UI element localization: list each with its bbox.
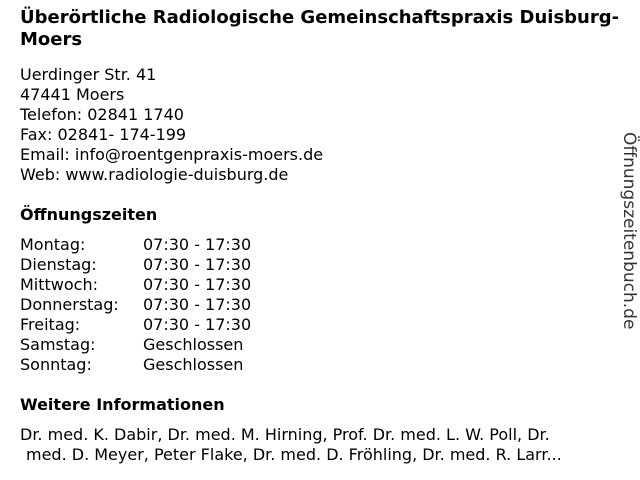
site-watermark: Öffnungszeitenbuch.de: [619, 132, 639, 330]
hours-day: Samstag:: [20, 335, 96, 354]
web-label: Web:: [20, 165, 61, 184]
hours-time: 07:30 - 17:30: [143, 295, 252, 314]
opening-hours-table: [20, 235, 251, 375]
hours-row: [20, 255, 251, 275]
email-label: Email:: [20, 145, 70, 164]
web-line: [20, 165, 323, 185]
phone-label: Telefon:: [20, 105, 83, 124]
hours-row: [20, 295, 251, 315]
hours-day: Sonntag:: [20, 355, 92, 374]
hours-time: 07:30 - 17:30: [143, 235, 252, 254]
hours-time: 07:30 - 17:30: [143, 275, 252, 294]
hours-day: Dienstag:: [20, 255, 97, 274]
hours-time: 07:30 - 17:30: [143, 315, 252, 334]
info-text: [20, 425, 620, 465]
practice-title: Überörtliche Radiologische Gemeinschaftspraxis Duisburg-Moers: [20, 7, 620, 50]
hours-row: [20, 335, 251, 355]
hours-day: Montag:: [20, 235, 86, 254]
info-heading: Weitere Informationen: [20, 395, 225, 414]
hours-day: Donnerstag:: [20, 295, 119, 314]
hours-day: Mittwoch:: [20, 275, 98, 294]
hours-time: Geschlossen: [143, 355, 244, 374]
address-city: 47441 Moers: [20, 85, 125, 104]
hours-heading: Öffnungszeiten: [20, 205, 158, 224]
fax-line: [20, 125, 323, 145]
hours-row: [20, 235, 251, 255]
hours-row: [20, 355, 251, 375]
fax-label: Fax:: [20, 125, 53, 144]
email-line: [20, 145, 323, 165]
contact-block: [20, 65, 323, 185]
web-link[interactable]: www.radiologie-duisburg.de: [65, 165, 289, 184]
email-link[interactable]: info@roentgenpraxis-moers.de: [74, 145, 324, 164]
hours-day: Freitag:: [20, 315, 81, 334]
fax-number: 02841- 174-199: [57, 125, 187, 144]
info-line-2: med. D. Meyer, Peter Flake, Dr. med. D. Fröhling, Dr. med. R. Larr...: [26, 445, 562, 464]
info-line-1: Dr. med. K. Dabir, Dr. med. M. Hirning, Prof. Dr. med. L. W. Poll, Dr.: [20, 425, 550, 444]
hours-row: [20, 275, 251, 295]
hours-time: 07:30 - 17:30: [143, 255, 252, 274]
address-street: Uerdinger Str. 41: [20, 65, 157, 84]
phone-line: [20, 105, 323, 125]
phone-number: 02841 1740: [87, 105, 184, 124]
hours-row: [20, 315, 251, 335]
hours-time: Geschlossen: [143, 335, 244, 354]
